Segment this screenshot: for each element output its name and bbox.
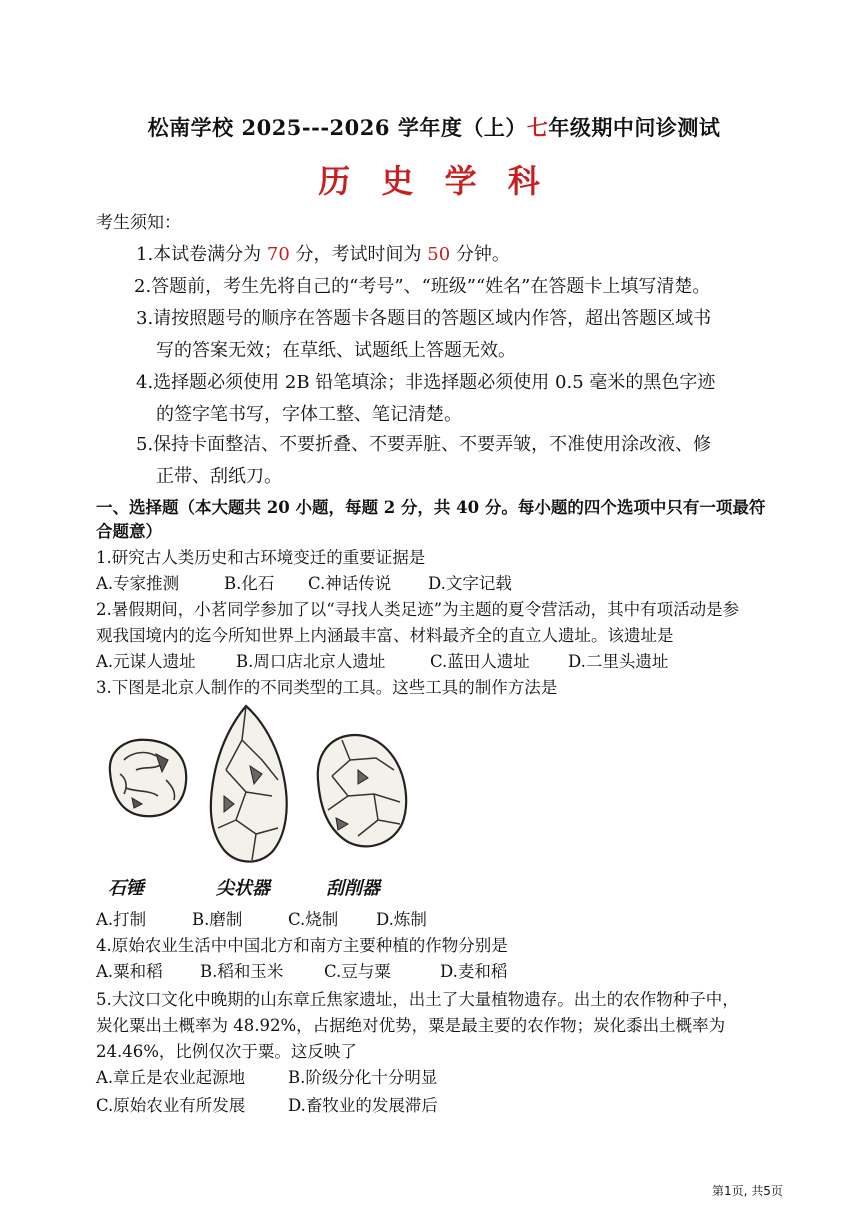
tool-label-pointed-tool: 尖状器 <box>216 878 270 899</box>
section-heading-line-1: 一、选择题（本大题共 20 小题，每题 2 分，共 40 分。每小题的四个选项中只有一项最符 <box>96 498 766 517</box>
exam-title-suffix: 年级期中问诊测试 <box>548 115 721 140</box>
notice-item-1-text-a: 1.本试卷满分为 <box>136 244 267 265</box>
question-1-stem: 1.研究古人类历史和古环境变迁的重要证据是 <box>96 548 426 567</box>
notice-item-1-text-c: 分钟。 <box>450 244 510 265</box>
question-5-option-c: C.原始农业有所发展 <box>96 1096 246 1115</box>
tool-label-scraper: 刮削器 <box>326 878 380 899</box>
question-4-option-a: A.粟和稻 <box>96 962 163 981</box>
question-2-stem-line-1: 2.暑假期间，小茗同学参加了以“寻找人类足迹”为主题的夏令营活动，其中有项活动是参 <box>96 600 740 619</box>
section-heading-line-2: 合题意） <box>96 522 162 541</box>
question-2-option-c: C.蓝田人遗址 <box>430 652 530 671</box>
question-3-option-b: B.磨制 <box>192 910 243 929</box>
notice-item-3-line-1: 3.请按照题号的顺序在答题卡各题目的答题区域内作答，超出答题区域书 <box>136 308 712 329</box>
stone-hammer-drawing <box>110 740 186 816</box>
question-2-stem-line-2: 观我国境内的迄今所知世界上内涵最丰富、材料最齐全的直立人遗址。该遗址是 <box>96 626 674 645</box>
notice-item-4-line-2: 的签字笔书写，字体工整、笔记清楚。 <box>156 404 462 425</box>
subject-title: 历 史 学 科 <box>318 162 550 200</box>
tool-label-stone-hammer: 石锤 <box>108 878 144 899</box>
question-5-stem-line-1: 5.大汶口文化中晚期的山东章丘焦家遗址，出土了大量植物遗存。出土的农作物种子中， <box>96 990 739 1009</box>
exam-duration: 50 <box>427 244 451 265</box>
exam-title-grade: 七 <box>526 115 549 140</box>
question-1-option-a: A.专家推测 <box>96 574 180 593</box>
question-2-option-b: B.周口店北京人遗址 <box>236 652 386 671</box>
notice-item-1 <box>136 240 510 266</box>
exam-title <box>0 112 868 142</box>
question-5-stem-line-3: 24.46%，比例仅次于粟。这反映了 <box>96 1042 357 1061</box>
scraper-drawing <box>318 735 406 846</box>
notice-item-3-line-2: 写的答案无效；在草纸、试题纸上答题无效。 <box>156 340 516 361</box>
question-4-stem: 4.原始农业生活中中国北方和南方主要种植的作物分别是 <box>96 936 508 955</box>
question-1-option-c: C.神话传说 <box>308 574 392 593</box>
question-5-option-b: B.阶级分化十分明显 <box>288 1068 438 1087</box>
question-3-option-c: C.烧制 <box>288 910 339 929</box>
notice-heading: 考生须知： <box>96 213 181 233</box>
exam-title-prefix: 松南学校 2025---2026 学年度（上） <box>147 115 527 140</box>
question-5-option-a: A.章丘是农业起源地 <box>96 1068 246 1087</box>
notice-item-2: 2.答题前，考生先将自己的“考号”、“班级”“姓名”在答题卡上填写清楚。 <box>134 276 711 297</box>
question-4-option-d: D.麦和稻 <box>440 962 508 981</box>
page-number: 第1页, 共5页 <box>712 1184 783 1198</box>
question-5-stem-line-2: 炭化粟出土概率为 48.92%，占据绝对优势，粟是最主要的农作物；炭化黍出土概率为 <box>96 1016 726 1035</box>
question-4-option-b: B.稻和玉米 <box>200 962 284 981</box>
notice-item-1-text-b: 分，考试时间为 <box>289 244 428 265</box>
pointed-tool-drawing <box>211 706 287 862</box>
question-3-stem: 3.下图是北京人制作的不同类型的工具。这些工具的制作方法是 <box>96 678 558 697</box>
stone-tools-figure <box>96 700 416 900</box>
question-5-option-d: D.畜牧业的发展滞后 <box>288 1096 438 1115</box>
question-2-option-d: D.二里头遗址 <box>568 652 669 671</box>
full-score: 70 <box>266 244 290 265</box>
question-4-option-c: C.豆与粟 <box>324 962 391 981</box>
question-3-option-a: A.打制 <box>96 910 147 929</box>
question-1-option-b: B.化石 <box>224 574 275 593</box>
notice-item-5-line-1: 5.保持卡面整洁、不要折叠、不要弄脏、不要弄皱，不准使用涂改液、修 <box>136 434 712 455</box>
notice-item-5-line-2: 正带、刮纸刀。 <box>156 466 282 487</box>
question-2-option-a: A.元谋人遗址 <box>96 652 196 671</box>
notice-item-4-line-1: 4.选择题必须使用 2B 铅笔填涂；非选择题必须使用 0.5 毫米的黑色字迹 <box>136 372 716 393</box>
question-3-option-d: D.炼制 <box>376 910 427 929</box>
question-1-option-d: D.文字记载 <box>428 574 512 593</box>
